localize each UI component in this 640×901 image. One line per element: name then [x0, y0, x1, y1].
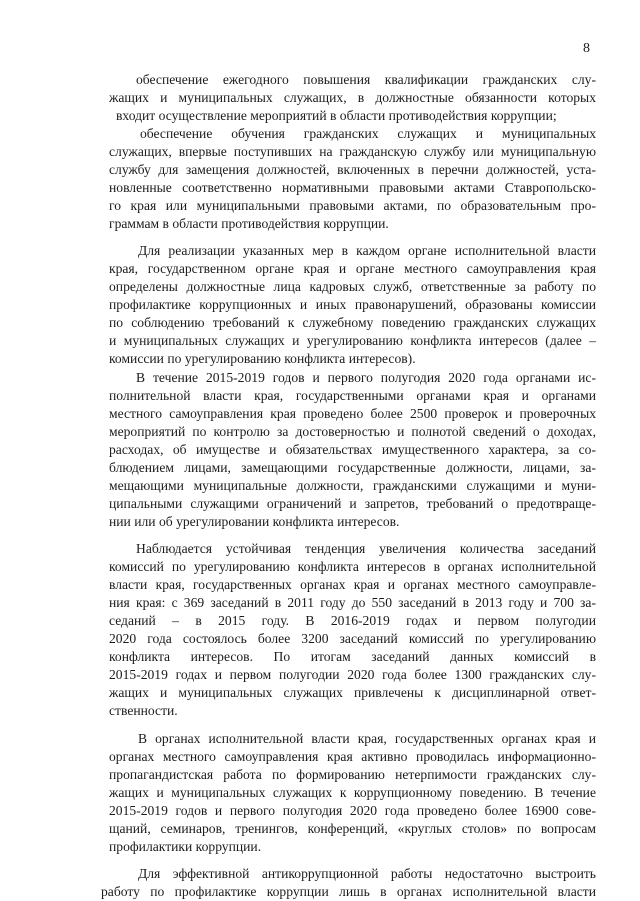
- text-line: пропагандистская работа по формированию нетерпимости гражданских слу-: [109, 767, 596, 782]
- text-line: Для эффективной антикоррупционной работы недостаточно выстроить: [138, 866, 596, 881]
- text-line: служащих, впервые поступивших на гражданскую службу или муниципальную: [109, 144, 596, 159]
- text-line: профилактике коррупционных и иных правонарушений, образованы комиссии: [109, 297, 596, 312]
- text-line: блюдением лицами, замещающими государственные должности, лицами, за-: [109, 460, 596, 475]
- text-line: конфликта интересов. По итогам заседаний данных комиссий в: [109, 649, 596, 664]
- text-line: ципальными служащими ограничений и запретов, требований о предотвраще-: [109, 496, 596, 511]
- text-line: местного самоуправления края проведено более 2500 проверок и проверочных: [109, 406, 596, 421]
- text-line: жащих и муниципальных служащих к коррупционному поведению. В течение: [109, 785, 596, 800]
- text-line: входит осуществление мероприятий в области противодействия коррупции;: [116, 108, 557, 123]
- text-line: жащих и муниципальных служащих, в должностные обязанности которых: [109, 90, 596, 105]
- text-line: 2015-2019 годов и первого полугодия 2020 года проведено более 16900 сове-: [109, 803, 596, 818]
- text-line: 2015-2019 годах и первом полугодии 2020 года более 1300 гражданских слу-: [109, 667, 596, 682]
- text-line: расходах, об имуществе и обязательствах имущественного характера, за со-: [109, 442, 596, 457]
- text-line: В течение 2015-2019 годов и первого полугодия 2020 года органами ис-: [136, 370, 596, 385]
- text-line: обеспечение обучения гражданских служащих и муниципальных: [140, 126, 596, 141]
- text-line: 2020 года состоялось более 3200 заседаний комиссий по урегулированию: [109, 631, 596, 646]
- text-line: полнительной власти края, государственными органами края и органами: [109, 388, 596, 403]
- text-line: определены должностные лица кадровых служб, ответственные за работу по: [109, 279, 596, 294]
- text-line: по соблюдению требований к служебному поведению гражданских служащих: [109, 315, 596, 330]
- text-line: седаний – в 2015 году. В 2016-2019 годах и первом полугодии: [109, 613, 596, 628]
- text-line: работу по профилактике коррупции лишь в органах исполнительной власти: [101, 884, 596, 899]
- text-line: нии или об урегулировании конфликта интересов.: [109, 514, 400, 529]
- page-number: 8: [583, 41, 590, 56]
- text-line: края, государственном органе края и органе местного самоуправления края: [109, 261, 596, 276]
- text-line: службу для замещения должностей, включенных в перечни должностей, уста-: [109, 162, 596, 177]
- text-line: мещающими муниципальные должности, гражданскими служащими и муни-: [109, 478, 596, 493]
- text-line: мероприятий по контролю за достоверностью и полнотой сведений о доходах,: [109, 424, 596, 439]
- text-line: граммам в области противодействия коррупции.: [109, 216, 389, 231]
- text-line: новленные соответственно нормативными правовыми актами Ставропольско-: [109, 180, 596, 195]
- text-line: В органах исполнительной власти края, государственных органах края и: [138, 731, 596, 746]
- text-line: профилактики коррупции.: [109, 839, 262, 854]
- text-line: и муниципальных служащих и урегулированию конфликта интересов (далее –: [109, 333, 596, 348]
- text-line: органах местного самоуправления края активно проводилась информационно-: [109, 749, 596, 764]
- text-line: жащих и муниципальных служащих привлечены к дисциплинарной ответ-: [109, 685, 596, 700]
- text-line: Для реализации указанных мер в каждом органе исполнительной власти: [138, 243, 596, 258]
- text-line: Наблюдается устойчивая тенденция увеличения количества заседаний: [136, 541, 596, 556]
- text-line: ния края: с 369 заседаний в 2011 году до 550 заседаний в 2013 году и 700 за-: [109, 595, 596, 610]
- text-line: го края или муниципальными правовыми актами, по образовательным про-: [109, 198, 596, 213]
- text-line: ственности.: [109, 703, 178, 718]
- text-line: щаний, семинаров, тренингов, конференций, «круглых столов» по вопросам: [109, 821, 596, 836]
- text-line: власти края, государственных органах края и органах местного самоуправле-: [109, 577, 596, 592]
- text-line: комиссий по урегулированию конфликта интересов в органах исполнительной: [109, 559, 596, 574]
- text-line: обеспечение ежегодного повышения квалификации гражданских слу-: [136, 72, 596, 87]
- text-line: комиссии по урегулированию конфликта интересов).: [109, 351, 416, 366]
